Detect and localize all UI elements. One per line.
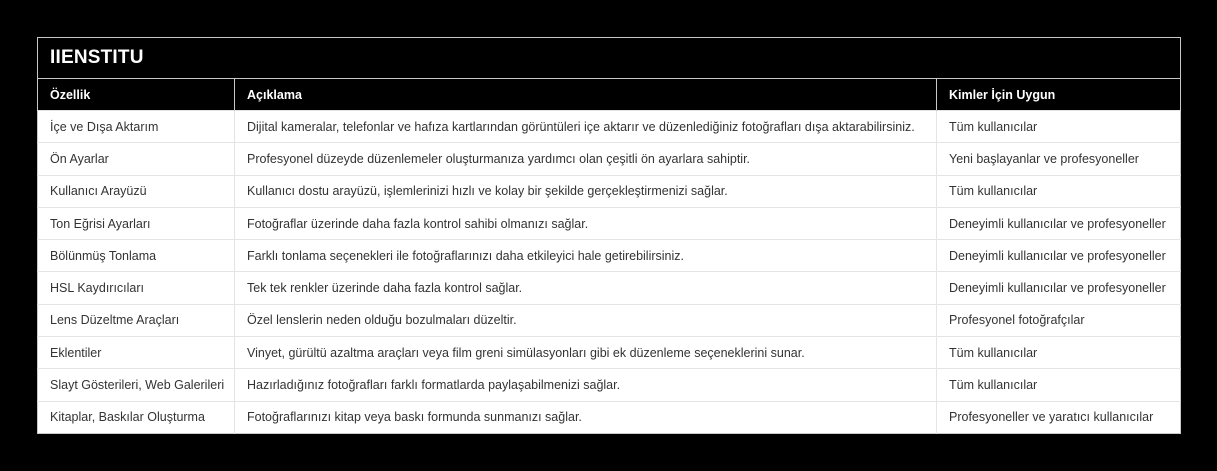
table-row — [38, 401, 1181, 433]
cell-description: Farklı tonlama seçenekleri ile fotoğraflarınızı daha etkileyici hale getirebilirsiniz. — [235, 240, 937, 272]
cell-audience: Profesyoneller ve yaratıcı kullanıcılar — [937, 401, 1181, 433]
header-description: Açıklama — [235, 79, 937, 111]
cell-feature: Lens Düzeltme Araçları — [38, 304, 235, 336]
cell-description: Fotoğraflar üzerinde daha fazla kontrol sahibi olmanızı sağlar. — [235, 207, 937, 239]
feature-table — [37, 37, 1181, 434]
cell-description: Özel lenslerin neden olduğu bozulmaları düzeltir. — [235, 304, 937, 336]
cell-description: Fotoğraflarınızı kitap veya baskı formunda sunmanızı sağlar. — [235, 401, 937, 433]
table-row — [38, 337, 1181, 369]
cell-audience: Deneyimli kullanıcılar ve profesyoneller — [937, 272, 1181, 304]
cell-audience: Deneyimli kullanıcılar ve profesyoneller — [937, 240, 1181, 272]
cell-feature: HSL Kaydırıcıları — [38, 272, 235, 304]
cell-description: Profesyonel düzeyde düzenlemeler oluşturmanıza yardımcı olan çeşitli ön ayarlara sahiptir. — [235, 143, 937, 175]
table-row — [38, 240, 1181, 272]
cell-description: Dijital kameralar, telefonlar ve hafıza kartlarından görüntüleri içe aktarır ve düzenlediğiniz fotoğrafları dışa aktarabilirsiniz. — [235, 111, 937, 143]
cell-description: Hazırladığınız fotoğrafları farklı formatlarda paylaşabilmenizi sağlar. — [235, 369, 937, 401]
cell-audience: Yeni başlayanlar ve profesyoneller — [937, 143, 1181, 175]
cell-feature: Ton Eğrisi Ayarları — [38, 207, 235, 239]
cell-audience: Tüm kullanıcılar — [937, 111, 1181, 143]
cell-description: Vinyet, gürültü azaltma araçları veya film greni simülasyonları gibi ek düzenleme seçeneklerini sunar. — [235, 337, 937, 369]
cell-description: Kullanıcı dostu arayüzü, işlemlerinizi hızlı ve kolay bir şekilde gerçekleştirmenizi sağlar. — [235, 175, 937, 207]
cell-description: Tek tek renkler üzerinde daha fazla kontrol sağlar. — [235, 272, 937, 304]
table-row — [38, 143, 1181, 175]
cell-audience: Tüm kullanıcılar — [937, 175, 1181, 207]
header-row — [38, 79, 1181, 111]
table-row — [38, 304, 1181, 336]
cell-feature: Ön Ayarlar — [38, 143, 235, 175]
feature-table-container — [37, 37, 1180, 434]
cell-feature: Kullanıcı Arayüzü — [38, 175, 235, 207]
cell-feature: Eklentiler — [38, 337, 235, 369]
table-row — [38, 111, 1181, 143]
cell-feature: Kitaplar, Baskılar Oluşturma — [38, 401, 235, 433]
cell-audience: Profesyonel fotoğrafçılar — [937, 304, 1181, 336]
table-row — [38, 207, 1181, 239]
cell-feature: İçe ve Dışa Aktarım — [38, 111, 235, 143]
cell-audience: Tüm kullanıcılar — [937, 337, 1181, 369]
table-row — [38, 175, 1181, 207]
header-audience: Kimler İçin Uygun — [937, 79, 1181, 111]
table-row — [38, 272, 1181, 304]
cell-feature: Bölünmüş Tonlama — [38, 240, 235, 272]
cell-audience: Tüm kullanıcılar — [937, 369, 1181, 401]
table-title: IIENSTITU — [38, 38, 1181, 79]
header-feature: Özellik — [38, 79, 235, 111]
table-row — [38, 369, 1181, 401]
cell-feature: Slayt Gösterileri, Web Galerileri — [38, 369, 235, 401]
cell-audience: Deneyimli kullanıcılar ve profesyoneller — [937, 207, 1181, 239]
